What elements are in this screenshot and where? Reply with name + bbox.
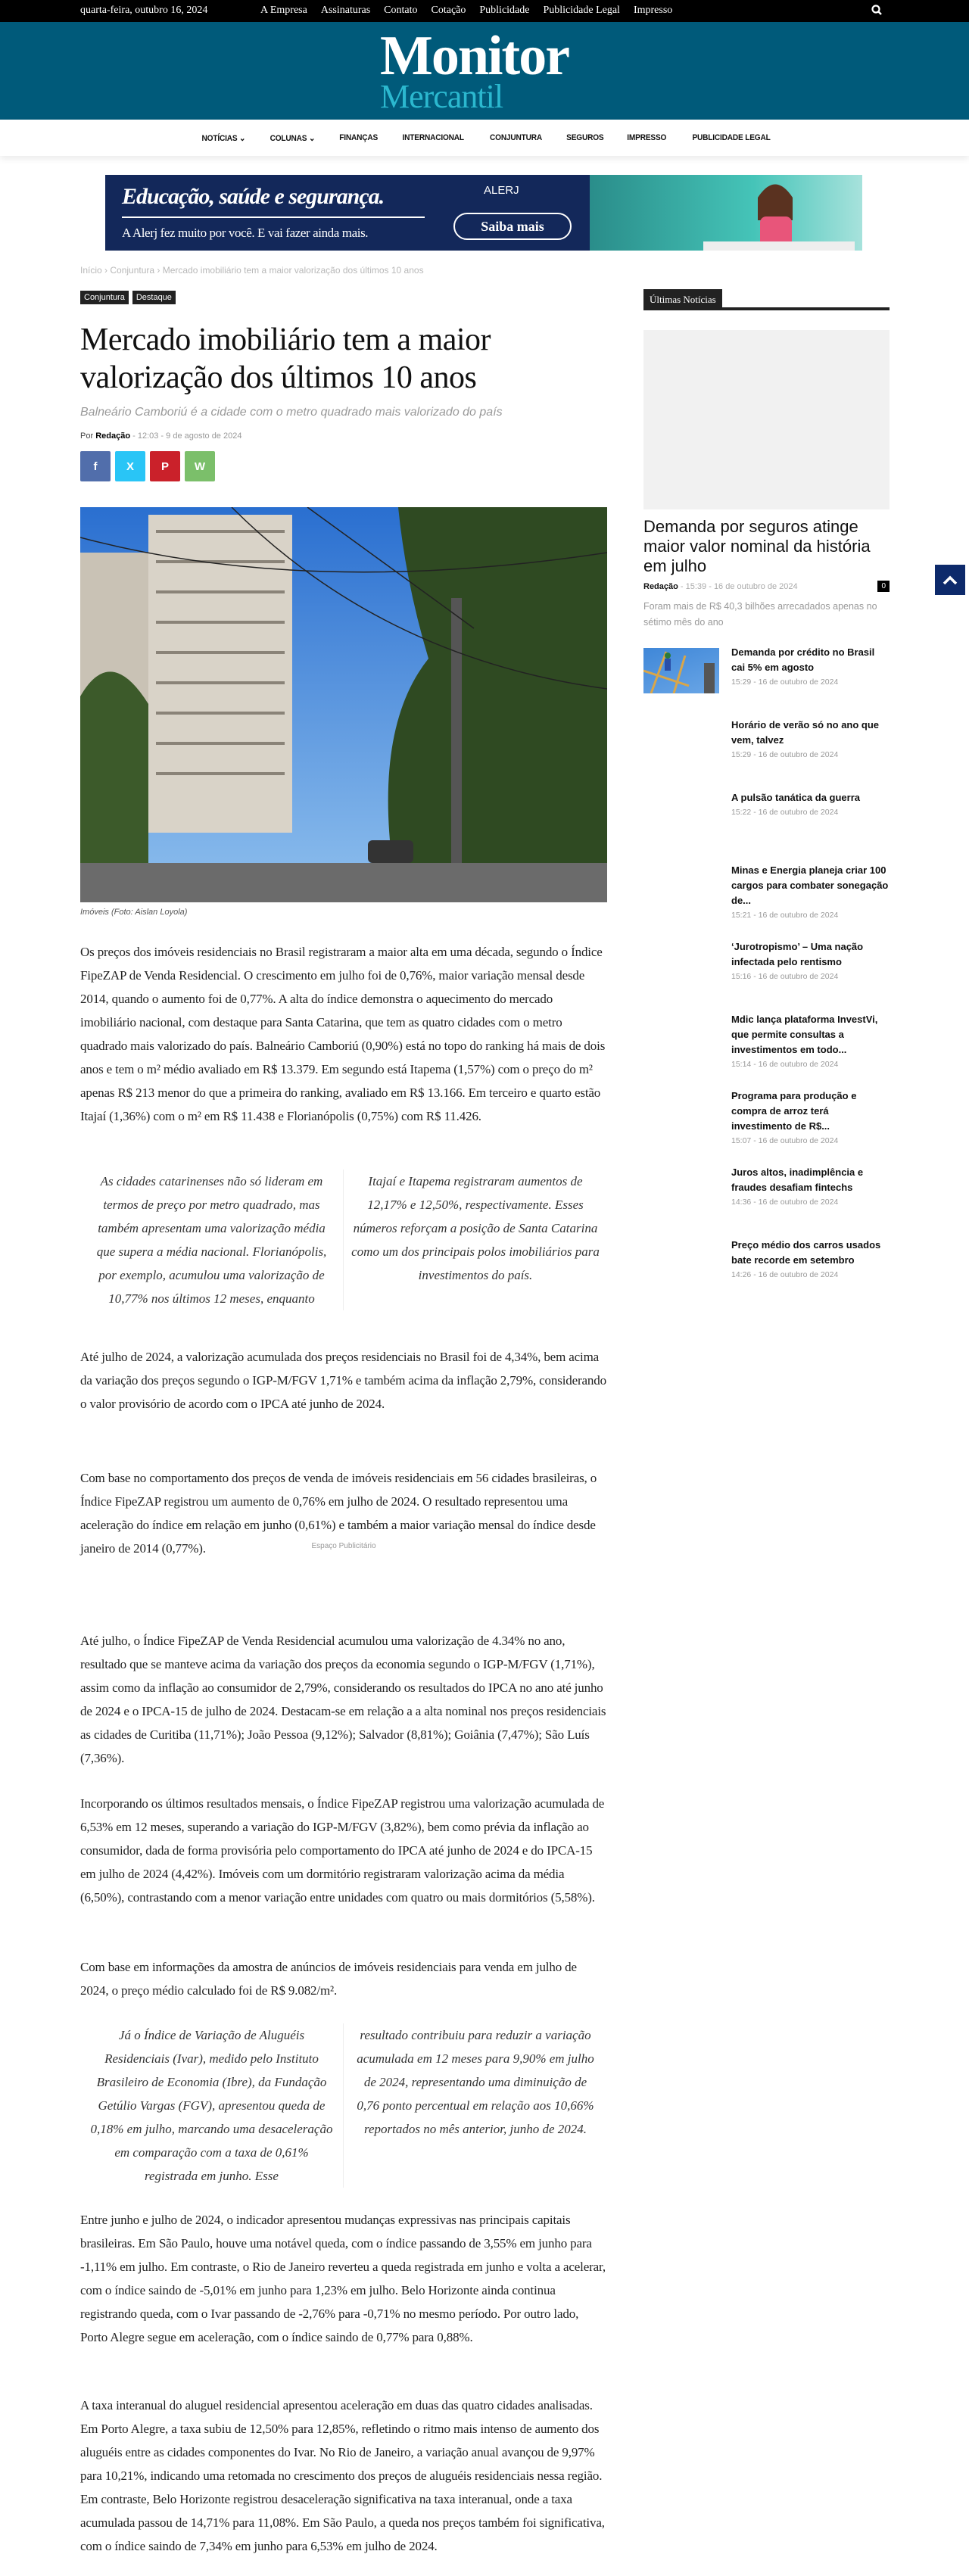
share-whatsapp-button[interactable] bbox=[185, 451, 215, 481]
tag-conjuntura[interactable]: Conjuntura bbox=[80, 291, 129, 304]
ad-brand-logo: ALERJ bbox=[484, 184, 519, 197]
news-item-date: 15:29 - 16 de outubro de 2024 bbox=[731, 750, 839, 759]
photo-caption: Imóveis (Foto: Aislan Loyola) bbox=[80, 908, 188, 917]
tag-destaque[interactable]: Destaque bbox=[132, 291, 176, 304]
current-date: quarta-feira, outubro 16, 2024 bbox=[80, 5, 208, 16]
sidebar bbox=[643, 289, 890, 509]
share-pinterest-button[interactable] bbox=[150, 451, 180, 481]
news-item-date: 14:26 - 16 de outubro de 2024 bbox=[731, 1270, 839, 1279]
news-item bbox=[731, 939, 890, 981]
article-header bbox=[80, 265, 607, 481]
banner-ad[interactable] bbox=[105, 175, 862, 251]
news-item bbox=[731, 790, 890, 817]
news-item-date: 15:07 - 16 de outubro de 2024 bbox=[731, 1136, 839, 1145]
news-item bbox=[731, 863, 890, 920]
share-facebook-button[interactable] bbox=[80, 451, 111, 481]
nav-conjuntura[interactable]: CONJUNTURA bbox=[489, 133, 542, 142]
byline-prefix: Por bbox=[80, 431, 94, 441]
featured-date: 15:39 - 16 de outubro de 2024 bbox=[685, 582, 798, 591]
main-nav bbox=[0, 120, 969, 156]
news-item-title[interactable]: A pulsão tanática da guerra bbox=[731, 792, 861, 803]
paragraph-3: Com base no comportamento dos preços de venda de imóveis residenciais em 56 cidades brasileiras, o Índice FipeZAP registrou um aumento de 0,76% em julho de 2024. O resultado representou uma aceleração do índice em relação em junho (0,61%) e também a maior variação mensal do índice desde janeiro de 2014 (0,77%). bbox=[80, 1471, 597, 1556]
byline: Por Redação - 12:03 - 9 de agosto de 2024 bbox=[80, 431, 242, 441]
logo-monitor: Monitor bbox=[380, 25, 569, 87]
article-title: Mercado imobiliário tem a maior valorização dos últimos 10 anos bbox=[80, 322, 491, 395]
paragraph-6: Com base em informações da amostra de anúncios de imóveis residenciais para venda em julho de 2024, o preço médio calculado foi de R$ 9.082/m². bbox=[80, 1960, 577, 1998]
breadcrumb-category[interactable]: Conjuntura bbox=[110, 265, 155, 276]
featured-author[interactable]: Redação bbox=[643, 582, 678, 591]
paragraph-5: Incorporando os últimos resultados mensais, o Índice FipeZAP registrou uma valorização acumulada de 6,53% em 12 meses, superando a variação do IGP-M/FGV (3,82%), bem como prévia da inflação ao consumidor, dada de forma provisória pelo comportamento do IPCA até junho de 2024 e do IPCA-15 em julho de 2024 (4,42%). Imóveis com um dormitório registraram valorização acima da média (6,50%), contrastando com a menor variação entre unidades com quatro ou mais dormitórios (5,58%). bbox=[80, 1796, 605, 1905]
featured-excerpt: Foram mais de R$ 40,3 bilhões arrecadados apenas no sétimo mês do ano bbox=[643, 601, 877, 628]
share-x-button[interactable] bbox=[115, 451, 145, 481]
featured-title[interactable]: Demanda por seguros atinge maior valor nominal da história em julho bbox=[643, 517, 871, 575]
ad-space-label: Espaço Publicitário bbox=[311, 1542, 376, 1550]
whatsapp-icon: W bbox=[194, 459, 206, 473]
sidebar-header bbox=[643, 289, 890, 310]
news-item bbox=[731, 1238, 890, 1279]
nav-internacional[interactable]: INTERNACIONAL bbox=[402, 133, 465, 142]
top-link-publicidade[interactable]: Publicidade bbox=[479, 5, 530, 16]
nav-financas[interactable]: FINANÇAS bbox=[339, 133, 378, 142]
news-item-title[interactable]: Preço médio dos carros usados bate recorde em setembro bbox=[731, 1239, 881, 1266]
news-item-date: 15:22 - 16 de outubro de 2024 bbox=[731, 808, 839, 817]
pull-quote-2-left: Já o Índice de Variação de Aluguéis Residenciais (Ivar), medido pelo Instituto Brasileiro de Economia (Ibre), da Fundação Getúlio Vargas (FGV), apresentou queda de 0,18% em julho, marcando uma desaceleração em comparação com a taxa de 0,61% registrada em junho. Esse bbox=[80, 2023, 344, 2188]
chevron-up-icon bbox=[943, 575, 958, 585]
news-item-date: 15:14 - 16 de outubro de 2024 bbox=[731, 1060, 839, 1069]
comment-count-badge[interactable]: 0 bbox=[877, 581, 890, 592]
pull-quote-2-right: resultado contribuiu para reduzir a variação acumulada em 12 meses para 9,90% em julho de 2024, representando uma diminuição de 0,76 ponto percentual em relação aos 10,66% reportados no mês anterior, junho de 2024. bbox=[357, 2028, 594, 2136]
featured-news bbox=[643, 517, 890, 631]
breadcrumb-current: Mercado imobiliário tem a maior valorização dos últimos 10 anos bbox=[162, 265, 424, 276]
paragraph-1: Os preços dos imóveis residenciais no Brasil registraram a maior alta em uma década, segundo o Índice FipeZAP de Venda Residencial. O crescimento em julho foi de 0,76%, maior variação mensal desde 2014, quando o aumento foi de 0,77%. A alta do índice demonstra o aquecimento do mercado imobiliário nacional, com destaque para Santa Catarina, que tem as quatro cidades com o metro quadrado mais valorizado do país. Balneário Camboriú (0,90%) está no topo do ranking há mais de dois anos e tem o m² médio avaliado em R$ 13.379. Em segundo está Itapema (1,57%) com o preço do m² apenas R$ 213 menor do que a primeira do ranking, avaliado em R$ 13.166. Em terceiro e quarto estão Itajaí (1,36%) com o m² em R$ 11.438 e Florianópolis (0,75%) com R$ 11.426. bbox=[80, 945, 606, 1123]
paragraph-4: Até julho, o Índice FipeZAP de Venda Residencial acumulou uma valorização de 4.34% no ano, resultado que se manteve acima da variação dos preços da economia segundo o IGP-M/FGV (1,71%), assim como da inflação ao consumidor de 2,79%, considerando os resultados do IPCA no ano até junho de 2024 e o IPCA-15 de julho de 2024. Destacam-se em relação a a alta nominal nos preços residenciais as cidades de Curitiba (11,71%); João Pessoa (9,12%); Salvador (8,81%); Goiânia (7,47%); São Luís (7,36%). bbox=[80, 1634, 606, 1765]
news-item-title[interactable]: Mdic lança plataforma InvestVi, que permite consultas a investimentos em todo... bbox=[731, 1014, 878, 1055]
facebook-icon: f bbox=[93, 459, 98, 473]
paragraph-7: Entre junho e julho de 2024, o indicador apresentou mudanças expressivas nas principais capitais brasileiras. Em São Paulo, houve uma notável queda, com o índice passando de 3,55% em junho para -1,11% em julho. Em contraste, o Rio de Janeiro reverteu a queda registrada em junho e volta a acelerar, com o índice saindo de -5,01% em junho para 1,23% em julho. Belo Horizonte ainda continua registrando queda, com o Ivar passando de -2,76% para -0,71% no mesmo período. Por outro lado, Porto Alegre segue em aceleração, com o índice saindo de 0,77% para 0,88%. bbox=[80, 2213, 606, 2344]
ad-saiba-mais-button[interactable]: Saiba mais bbox=[453, 213, 572, 240]
news-item-title[interactable]: Horário de verão só no ano que vem, talvez bbox=[731, 719, 880, 746]
pinterest-icon: P bbox=[160, 459, 169, 473]
search-icon[interactable] bbox=[871, 4, 884, 17]
article-subtitle: Balneário Camboriú é a cidade com o metro quadrado mais valorizado do país bbox=[80, 406, 503, 419]
x-icon: X bbox=[126, 459, 134, 473]
news-item bbox=[731, 645, 890, 687]
nav-publicidade-legal[interactable]: PUBLICIDADE LEGAL bbox=[692, 133, 771, 142]
author-link[interactable]: Redação bbox=[95, 431, 131, 441]
featured-meta: Redação - 15:39 - 16 de outubro de 2024 0 bbox=[643, 582, 890, 591]
share-buttons bbox=[80, 451, 607, 481]
news-item-title[interactable]: Programa para produção e compra de arroz terá investimento de R$... bbox=[731, 1090, 857, 1132]
paragraph-8: A taxa interanual do aluguel residencial apresentou aceleração em duas das quatro cidades analisadas. Em Porto Alegre, a taxa subiu de 12,50% para 12,85%, refletindo o ritmo mais intenso de aumento dos aluguéis entre as cidades componentes do Ivar. No Rio de Janeiro, a variação anual avançou de 9,97% para 10,21%, indicando uma retomada no crescimento dos preços de aluguéis residenciais nessa região. Em contraste, Belo Horizonte registrou desaceleração significativa na taxa interanual, onde a taxa acumulada passou de 14,71% para 11,08%. Em São Paulo, a queda nos preços também foi significativa, com o índice saindo de 7,34% em junho para 6,53% em julho de 2024. bbox=[80, 2398, 605, 2553]
ad-headline: Educação, saúde e segurança. bbox=[122, 184, 385, 209]
pull-quote-1-left: As cidades catarinenses não só lideram em termos de preço por metro quadrado, mas também apresentam uma valorização média que supera a média nacional. Florianópolis, por exemplo, acumulou uma valorização de 10,77% nos últimos 12 meses, enquanto bbox=[80, 1170, 344, 1310]
top-link-impresso[interactable]: Impresso bbox=[633, 5, 673, 16]
top-links bbox=[260, 5, 672, 17]
news-item-date: 15:21 - 16 de outubro de 2024 bbox=[731, 911, 839, 920]
news-item-title[interactable]: Minas e Energia planeja criar 100 cargos para combater sonegação de... bbox=[731, 864, 889, 906]
top-link-publicidade-legal[interactable]: Publicidade Legal bbox=[543, 5, 620, 16]
nav-impresso[interactable]: IMPRESSO bbox=[627, 133, 667, 142]
paragraph-2: Até julho de 2024, a valorização acumulada dos preços residenciais no Brasil foi de 4,34%, bem acima da variação dos preços segundo o IGP-M/FGV 1,71% e também acima da inflação 2,79%, considerando o valor provisório de acordo com o IPCA até junho de 2024. bbox=[80, 1350, 606, 1411]
news-item-date: 15:16 - 16 de outubro de 2024 bbox=[731, 972, 839, 981]
article-photo bbox=[80, 507, 607, 902]
nav-noticias[interactable]: NOTÍCIAS ⌄ bbox=[201, 133, 246, 143]
featured-image-placeholder[interactable] bbox=[643, 330, 890, 509]
pull-quote-2 bbox=[80, 2023, 607, 2188]
news-item bbox=[731, 718, 890, 759]
logo-mercantil: Mercantil bbox=[380, 78, 503, 115]
site-logo[interactable] bbox=[380, 25, 592, 115]
ad-divider bbox=[122, 216, 425, 218]
news-item bbox=[731, 1089, 890, 1145]
site-header bbox=[0, 22, 969, 120]
news-item-date: 14:36 - 16 de outubro de 2024 bbox=[731, 1198, 839, 1207]
pull-quote-1-right: Itajaí e Itapema registraram aumentos de 12,17% e 12,50%, respectivamente. Esses números reforçam a posição de Santa Catarina como um dos principais polos imobiliários para investimentos do país. bbox=[351, 1174, 600, 1282]
news-item-date: 15:29 - 16 de outubro de 2024 bbox=[731, 677, 839, 687]
top-link-assinaturas[interactable]: Assinaturas bbox=[320, 5, 371, 16]
top-bar bbox=[0, 0, 969, 22]
breadcrumb: Início › Conjuntura › Mercado imobiliário tem a maior valorização dos últimos 10 anos bbox=[80, 265, 424, 276]
back-to-top-button[interactable] bbox=[935, 565, 965, 595]
publish-date: 12:03 - 9 de agosto de 2024 bbox=[137, 431, 242, 441]
news-item-title[interactable]: Juros altos, inadimplência e fraudes desafiam fintechs bbox=[731, 1167, 864, 1193]
sidebar-title: Últimas Notícias bbox=[643, 289, 722, 310]
top-link-cotacao[interactable]: Cotação bbox=[431, 5, 466, 16]
ad-subtext: A Alerj fez muito por você. E vai fazer ainda mais. bbox=[122, 226, 369, 240]
nav-colunas[interactable]: COLUNAS ⌄ bbox=[270, 133, 316, 143]
nav-seguros[interactable]: SEGUROS bbox=[566, 133, 604, 142]
news-item bbox=[731, 1012, 890, 1069]
pull-quote-1 bbox=[80, 1170, 607, 1310]
top-link-contato[interactable]: Contato bbox=[384, 5, 418, 16]
top-link-empresa[interactable]: A Empresa bbox=[260, 5, 307, 16]
breadcrumb-home[interactable]: Início bbox=[80, 265, 102, 276]
ad-photo bbox=[590, 175, 862, 251]
news-item-title[interactable]: Demanda por crédito no Brasil cai 5% em agosto bbox=[731, 646, 875, 673]
category-tags bbox=[80, 291, 607, 304]
news-item bbox=[731, 1165, 890, 1207]
news-thumbnail[interactable] bbox=[643, 648, 719, 693]
news-item-title[interactable]: ‘Jurotropismo’ – Uma nação infectada pelo rentismo bbox=[731, 941, 864, 967]
